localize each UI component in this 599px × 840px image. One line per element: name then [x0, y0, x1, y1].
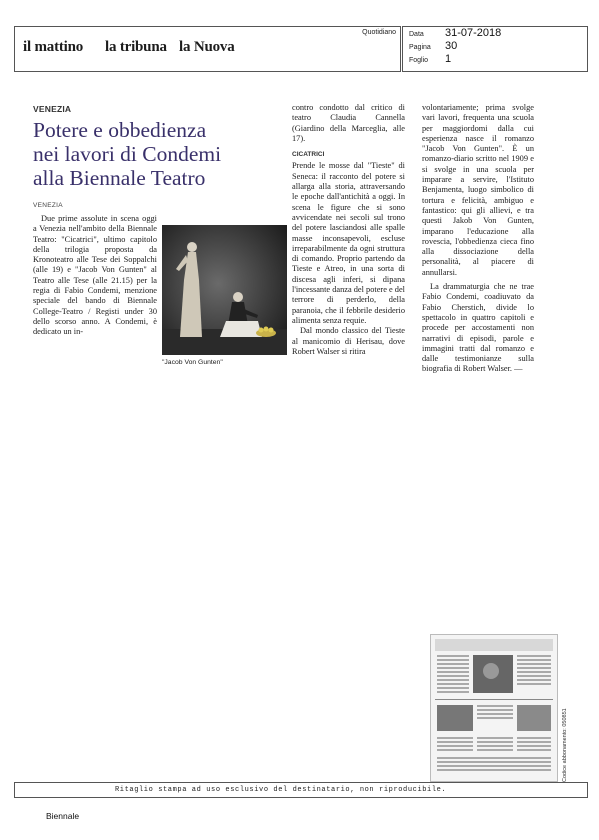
article-column-1 — [33, 214, 157, 338]
meta-value-sheet: 1 — [445, 53, 452, 65]
clipping-meta-box — [402, 26, 588, 72]
paragraph: Dal mondo classico del Tieste al manicomio di Herisau, dove Robert Walser si ritira — [292, 326, 405, 356]
paragraph: volontariamente; prima svolge vari lavori, frequenta una scuola per maggiordomi dalla cui esperienza nasce il romanzo "Jacob Von Gunten". È un romanzo-diario scritto nel 1909 e si svolge in una scuola per imparare a servire, l'Istituto Benjamenta, luogo simbolico di tortura e felicità, ambiguo e fantastico: qui gli allievi, e tra questi Jakob Von Gunten, imparano l'educazione alla rovescia, l'obbedienza cieca fino alla dissociazione della personalità, al piacere di annullarsi. — [422, 103, 534, 277]
meta-value-page: 30 — [445, 40, 458, 52]
section-label: VENEZIA — [33, 104, 72, 114]
byline: VENEZIA — [33, 202, 63, 209]
publication-type: Quotidiano — [362, 29, 396, 36]
paragraph: Prende le mosse dal "Tieste" di Seneca: il racconto del potere si allarga alla storia, attraversando le epoche dall'antichità a oggi. In scena le figure che si sono avvicendate nei secoli sul trono del potere lasciandosi alle spalle masse inconsapevoli, escluse irreparabilmente da ogni struttura di comando. Proprio partendo da Tieste e Atreo, in una sorta di discesa agli inferi, si dipana l'incessante danza del potere e del terrore di perderlo, della paranoia, che il febbrile desiderio alimenta senza requie. — [292, 161, 405, 325]
title-line: nei lavori di Condemi — [33, 142, 222, 166]
topic-tag: Biennale — [46, 811, 80, 821]
masthead-il-mattino: il mattino — [23, 39, 84, 55]
subscription-code: Codice abbonamento: 050851 — [562, 708, 568, 782]
title-line: Potere e obbedienza — [33, 118, 207, 142]
meta-value-date: 31-07-2018 — [445, 27, 502, 39]
article-column-3 — [422, 103, 534, 375]
stage-photo-illustration — [162, 225, 287, 355]
meta-label-date: Data — [409, 31, 424, 38]
paragraph: Due prime assolute in scena oggi a Venezia nell'ambito della Biennale Teatro: "Cicatrici", ultimo capitolo della trilogia proposta da Kronoteatro alle Tese dei Soppalchi (alle 19) e "Jacob Von Gunten" al Teatro alle Tese (alle 21.15) per la regia di Fabio Condemi, menzione speciale del bando di Biennale College-Teatro / Registi under 30 dello scorso anno. A Condemi, è dedicato un in- — [33, 214, 157, 337]
footer-notice-box — [14, 782, 588, 798]
paragraph: contro condotto dal critico di teatro Claudia Cannella (Giardino della Marceglia, alle 17). — [292, 103, 405, 143]
page-thumbnail — [430, 634, 558, 782]
masthead-la-tribuna: la tribuna — [105, 39, 167, 55]
paragraph: La drammaturgia che ne trae Fabio Condemi, coadiuvato da Fabio Cherstich, divide lo spettacolo in quattro capitoli e procede per accostamenti non narrativi di episodi, parole e immagini tratti dal romanzo e dalle testimonianze sulla biografia di Robert Walser. — — [422, 282, 534, 374]
title-line: alla Biennale Teatro — [33, 166, 206, 190]
masthead-la-nuova: la Nuova — [179, 39, 235, 55]
meta-label-page: Pagina — [409, 44, 431, 51]
article-title — [33, 118, 283, 190]
meta-label-sheet: Foglio — [409, 57, 429, 64]
page-thumbnail-illustration — [431, 635, 557, 781]
photo-caption: "Jacob Von Gunten" — [162, 359, 223, 366]
masthead-box — [14, 26, 401, 72]
article-column-2 — [292, 103, 405, 357]
stage-photo — [162, 225, 287, 355]
subheading-cicatrici: CICATRICI — [292, 151, 325, 159]
footer-notice: Ritaglio stampa ad uso esclusivo del destinatario, non riproducibile. — [115, 786, 447, 794]
